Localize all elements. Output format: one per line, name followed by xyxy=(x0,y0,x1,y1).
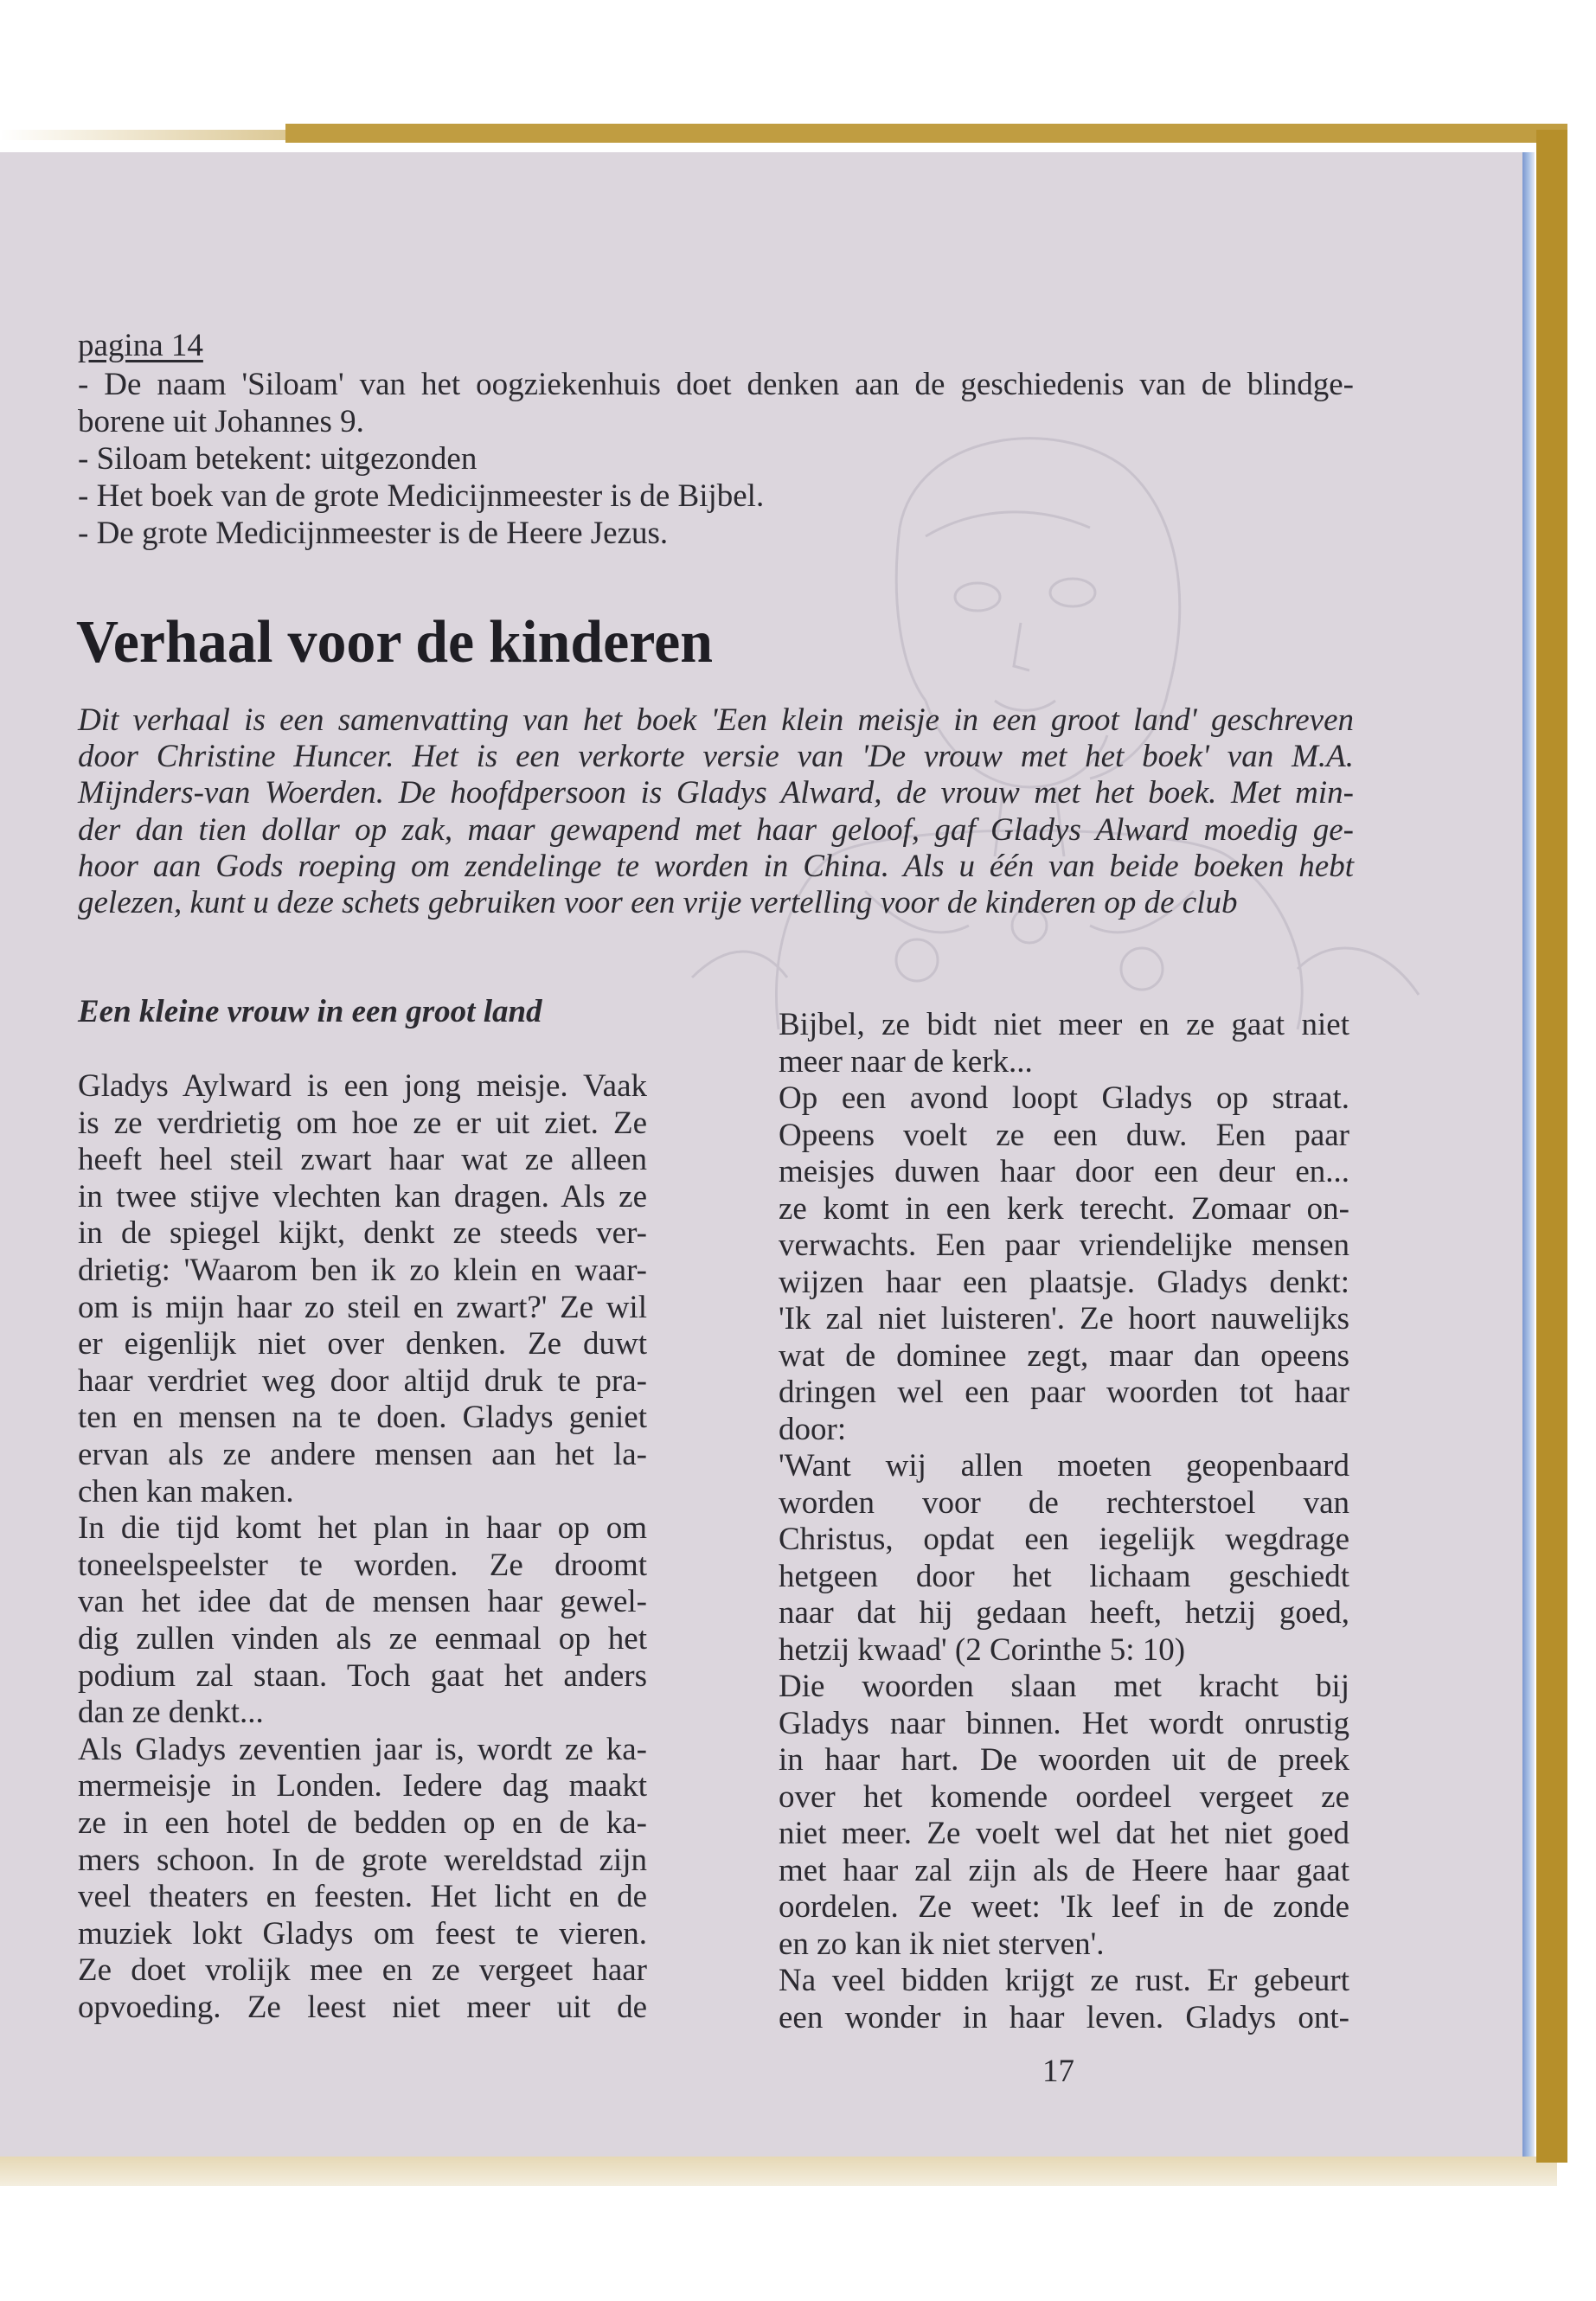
book-cover-right-edge xyxy=(1536,130,1567,2163)
text-line: in haar hart. De woorden uit de preek xyxy=(779,1742,1349,1778)
text-line: ervan als ze andere mensen aan het la- xyxy=(78,1437,647,1472)
text-line: in de spiegel kijkt, denkt ze steeds ver- xyxy=(78,1215,647,1252)
text-line: podium zal staan. Toch gaat het anders xyxy=(78,1657,647,1694)
text-line: hetzij kwaad' (2 Corinthe 5: 10) xyxy=(779,1631,1186,1668)
text-line: wijzen haar een plaatsje. Gladys denkt: xyxy=(779,1264,1349,1300)
text-line: Opeens voelt ze een duw. Een paar xyxy=(779,1117,1349,1153)
text-line: 'Want wij allen moeten geopenbaard xyxy=(779,1448,1349,1484)
text-line: Gladys naar binnen. Het wordt onrustig xyxy=(779,1705,1349,1741)
text-line: hoor aan Gods roeping om zendelinge te worden in China. Als u één van beide boeken hebt xyxy=(78,848,1354,884)
text-line: van het idee dat de mensen haar gewel- xyxy=(78,1584,647,1620)
book-binding-edge xyxy=(0,130,285,140)
book-cover-top-edge xyxy=(285,124,1567,143)
text-line: meer naar de kerk... xyxy=(779,1043,1033,1080)
text-line: Mijnders-van Woerden. De hoofdpersoon is Gladys Alward, de vrouw met het boek. Met min- xyxy=(78,775,1354,811)
text-line: Op een avond loopt Gladys op straat. xyxy=(779,1080,1349,1116)
text-line: - Het boek van de grote Medicijnmeester is de Bijbel. xyxy=(78,478,765,514)
text-line: Ze doet vrolijk mee en ze vergeet haar xyxy=(78,1952,647,1989)
text-line: worden voor de rechterstoel van xyxy=(779,1484,1349,1521)
text-line: is ze verdrietig om hoe ze er uit ziet. Ze xyxy=(78,1105,647,1141)
text-line: in twee stijve vlechten kan dragen. Als ze xyxy=(78,1178,647,1215)
text-line: veel theaters en feesten. Het licht en de xyxy=(78,1879,647,1915)
text-line: - De grote Medicijnmeester is de Heere Jezus. xyxy=(78,516,669,551)
text-line: - De naam 'Siloam' van het oogziekenhuis doet denken aan de geschiedenis van de blindge- xyxy=(78,367,1354,402)
article-title: Verhaal voor de kinderen xyxy=(76,609,714,676)
text-line: haar verdriet weg door altijd druk te pra- xyxy=(78,1362,647,1399)
text-line: ze in een hotel de bedden op en de ka- xyxy=(78,1805,647,1841)
text-line: een wonder in haar leven. Gladys ont- xyxy=(779,1999,1349,2035)
text-line: naar dat hij gedaan heeft, hetzij goed, xyxy=(779,1595,1349,1631)
text-line: en zo kan ik niet sterven'. xyxy=(779,1926,1105,1962)
text-line: er eigenlijk niet over denken. Ze duwt xyxy=(78,1326,647,1362)
text-line: In die tijd komt het plan in haar op om xyxy=(78,1510,647,1547)
text-line: dringen wel een paar woorden tot haar xyxy=(779,1375,1349,1410)
text-line: meisjes duwen haar door een deur en... xyxy=(779,1154,1349,1189)
text-line: borene uit Johannes 9. xyxy=(78,404,364,439)
page-number: 17 xyxy=(1042,2054,1074,2089)
text-line: Gladys Aylward is een jong meisje. Vaak xyxy=(78,1068,647,1104)
text-line: 'Ik zal niet luisteren'. Ze hoort nauwelijks xyxy=(779,1301,1349,1336)
text-line: Dit verhaal is een samenvatting van het boek 'Een klein meisje in een groot land' geschreven xyxy=(78,702,1354,738)
text-line: opvoeding. Ze leest niet meer uit de xyxy=(78,1990,647,2025)
text-line: Bijbel, ze bidt niet meer en ze gaat niet xyxy=(779,1007,1349,1042)
text-line: ten en mensen na te doen. Gladys geniet xyxy=(78,1400,647,1436)
text-line: dig zullen vinden als ze eenmaal op het xyxy=(78,1621,647,1657)
story-subtitle: Een kleine vrouw in een groot land xyxy=(78,994,542,1029)
text-line: mermeisje in Londen. Iedere dag maakt xyxy=(78,1768,647,1804)
text-line: mers schoon. In de grote wereldstad zijn xyxy=(78,1842,647,1878)
text-line: over het komende oordeel vergeet ze xyxy=(779,1779,1349,1815)
text-line: om is mijn haar zo steil en zwart?' Ze wil xyxy=(78,1289,647,1325)
page-edge xyxy=(1522,152,1535,2157)
text-line: - Siloam betekent: uitgezonden xyxy=(78,441,478,477)
text-line: Als Gladys zeventien jaar is, wordt ze ka- xyxy=(78,1731,647,1767)
text-line: oordelen. Ze weet: 'Ik leef in de zonde xyxy=(779,1889,1349,1925)
text-line: verwachts. Een paar vriendelijke mensen xyxy=(779,1227,1349,1263)
text-line: met haar zal zijn als de Heere haar gaat xyxy=(779,1852,1349,1888)
text-line: der dan tien dollar op zak, maar gewapend met haar geloof, gaf Gladys Alward moedig ge- xyxy=(78,811,1354,848)
text-line: Na veel bidden krijgt ze rust. Er gebeurt xyxy=(779,1963,1349,1998)
page-reference: pagina 14 xyxy=(78,328,203,363)
text-line: gelezen, kunt u deze schets gebruiken voor een vrije vertelling voor de kinderen op de club xyxy=(78,885,1238,920)
text-line: drietig: 'Waarom ben ik zo klein en waar- xyxy=(78,1253,647,1288)
text-line: niet meer. Ze voelt wel dat het niet goed xyxy=(779,1816,1349,1851)
text-line: heeft heel steil zwart haar wat ze alleen xyxy=(78,1142,647,1178)
text-line: Die woorden slaan met kracht bij xyxy=(779,1669,1349,1704)
text-line: wat de dominee zegt, maar dan opeens xyxy=(779,1337,1349,1374)
text-line: toneelspeelster te worden. Ze droomt xyxy=(78,1547,647,1583)
text-line: door Christine Huncer. Het is een verkorte versie van 'De vrouw met het boek' van M.A. xyxy=(78,739,1354,775)
book-cover-bottom-edge xyxy=(0,2157,1557,2186)
text-line: muziek lokt Gladys om feest te vieren. xyxy=(78,1915,647,1952)
text-line: door: xyxy=(779,1411,847,1447)
text-line: chen kan maken. xyxy=(78,1473,294,1509)
text-line: Christus, opdat een iegelijk wegdrage xyxy=(779,1522,1349,1557)
text-line: dan ze denkt... xyxy=(78,1695,264,1731)
text-line: ze komt in een kerk terecht. Zomaar on- xyxy=(779,1190,1349,1227)
text-line: hetgeen door het lichaam geschiedt xyxy=(779,1558,1349,1594)
